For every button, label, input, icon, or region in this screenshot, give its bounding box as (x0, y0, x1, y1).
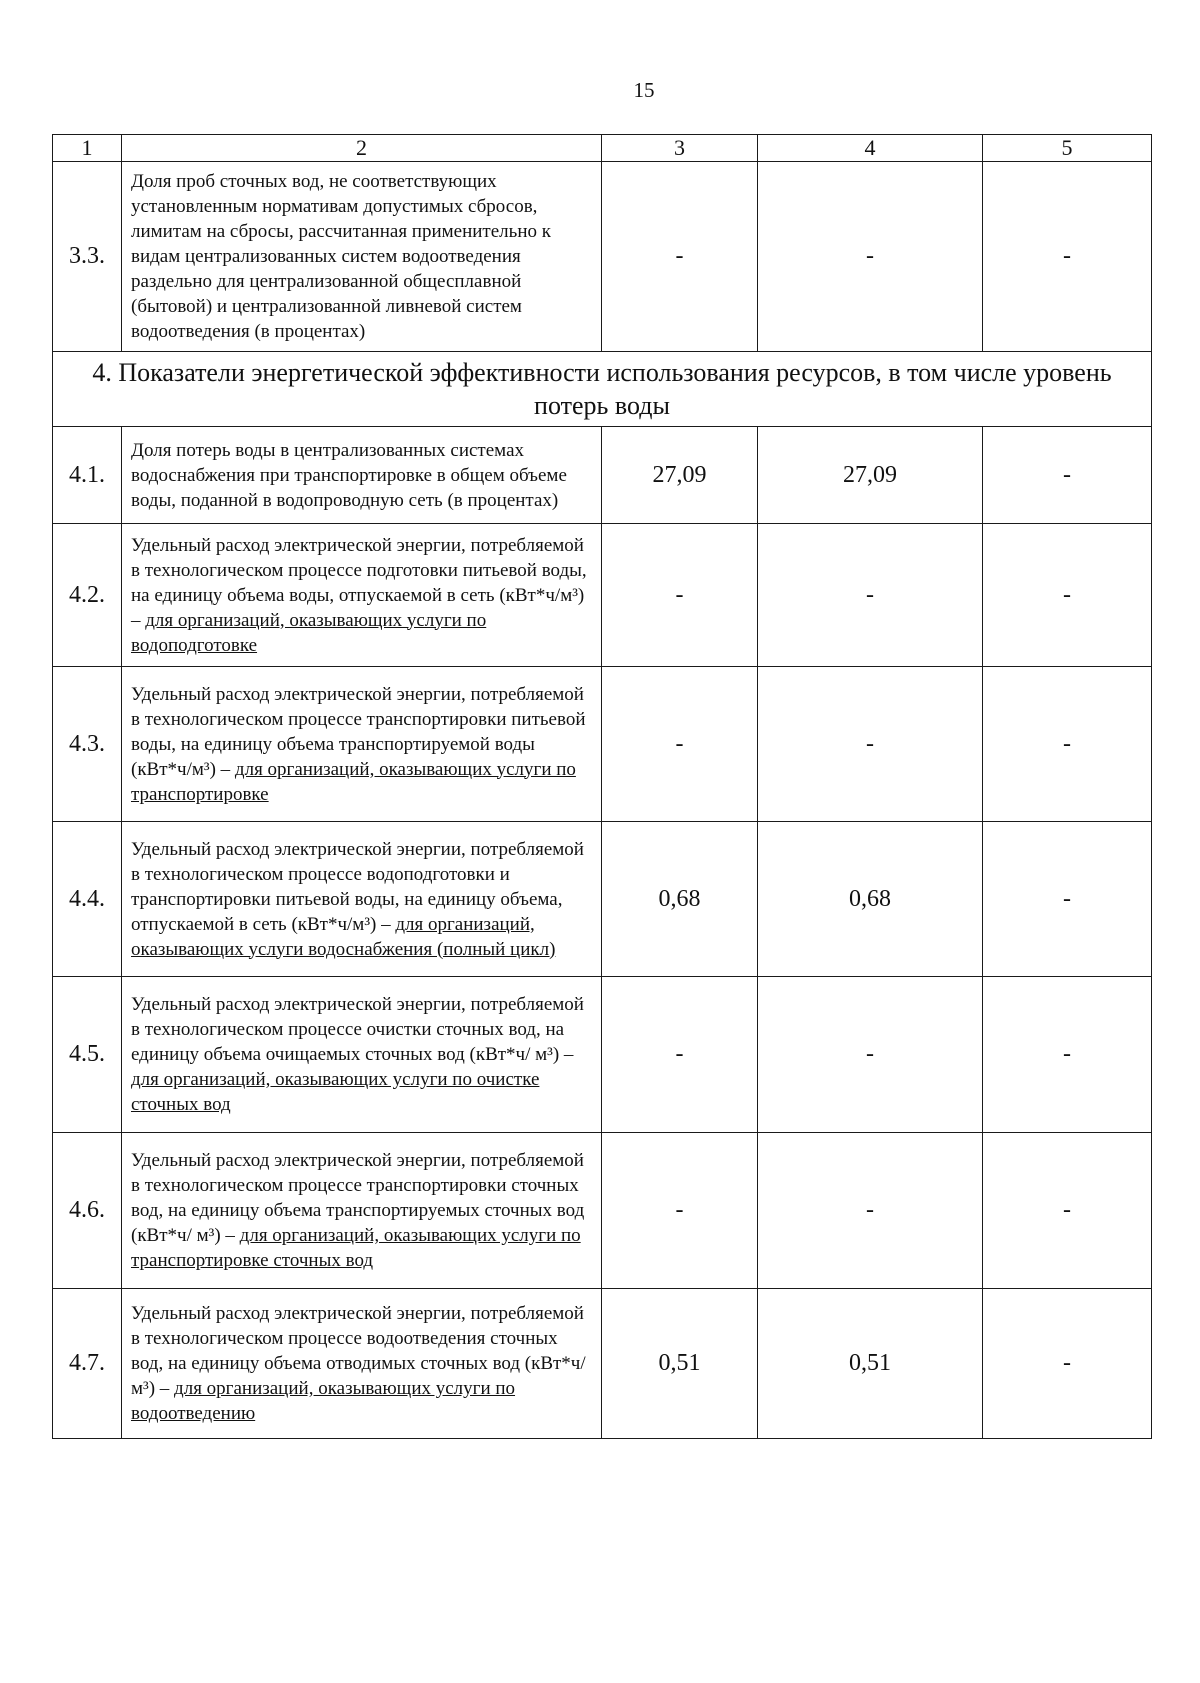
column-header-5: 5 (983, 135, 1152, 162)
row-number: 3.3. (53, 162, 122, 352)
value-col4: - (758, 524, 983, 667)
value-col3: 0,51 (602, 1289, 758, 1439)
table-row (53, 667, 1152, 822)
table-row (53, 1289, 1152, 1439)
value-col4: 27,09 (758, 427, 983, 524)
description-text: Удельный расход электрической энергии, потребляемой в технологическом процессе транспортировки сточных вод, на единицу объема транспортируемых сточных вод (кВт*ч/ м³) – (131, 1150, 585, 1246)
value-col5: - (983, 1289, 1152, 1439)
table-row (53, 977, 1152, 1133)
row-number: 4.6. (53, 1133, 122, 1289)
row-number: 4.5. (53, 977, 122, 1133)
column-header-1: 1 (53, 135, 122, 162)
description-text: Удельный расход электрической энергии, потребляемой в технологическом процессе водоподготовки и транспортировки питьевой воды, на единицу объема, отпускаемой в сеть (кВт*ч/м³) – (131, 838, 584, 935)
description-text: Удельный расход электрической энергии, потребляемой в технологическом процессе подготовки питьевой воды, на единицу объема воды, отпускаемой в сеть (кВт*ч/м³) – (131, 534, 587, 631)
column-header-4: 4 (758, 135, 983, 162)
description-text: Удельный расход электрической энергии, потребляемой в технологическом процессе транспортировки питьевой воды, на единицу объема транспортируемой воды (кВт*ч/м³) – (131, 683, 586, 780)
description-text: Удельный расход электрической энергии, потребляемой в технологическом процессе очистки сточных вод, на единицу объема очищаемых сточных вод (кВт*ч/ м³) – (131, 994, 584, 1065)
value-col3: 0,68 (602, 822, 758, 977)
value-col4: - (758, 162, 983, 352)
value-col3: 27,09 (602, 427, 758, 524)
table-body (53, 135, 1152, 1439)
value-col4: 0,68 (758, 822, 983, 977)
value-col5: - (983, 822, 1152, 977)
description-applies-to: для организаций, оказывающих услуги по транспортировке сточных вод (131, 1225, 581, 1271)
row-description (122, 667, 602, 822)
value-col3: - (602, 977, 758, 1133)
description-text: Удельный расход электрической энергии, потребляемой в технологическом процессе водоотведения сточных вод, на единицу объема отводимых сточных вод (кВт*ч/ м³) – (131, 1303, 586, 1399)
value-col3: - (602, 667, 758, 822)
row-number: 4.1. (53, 427, 122, 524)
value-col5: - (983, 162, 1152, 352)
section-title: 4. Показатели энергетической эффективности использования ресурсов, в том числе уровень потерь воды (53, 352, 1152, 427)
row-description (122, 1289, 602, 1439)
description-text: Доля потерь воды в централизованных системах водоснабжения при транспортировке в общем объеме воды, поданной в водопроводную сеть (в процентах) (131, 439, 567, 511)
row-description (122, 977, 602, 1133)
column-header-2: 2 (122, 135, 602, 162)
description-applies-to: для организаций, оказывающих услуги по водоотведению (131, 1378, 516, 1424)
page-number: 15 (633, 78, 655, 102)
description-applies-to: для организаций, оказывающих услуги по транспортировке (131, 758, 576, 805)
section-header-row (53, 352, 1152, 427)
row-number: 4.2. (53, 524, 122, 667)
description-text: Доля проб сточных вод, не соответствующих установленным нормативам допустимых сбросов, лимитам на сбросы, рассчитанная применительно к видам централизованных систем водоотведения раздельно для централизованной общесплавной (бытовой) и централизованной ливневой систем водоотведения (в процентах) (131, 171, 551, 342)
row-description (122, 822, 602, 977)
value-col4: - (758, 977, 983, 1133)
indicators-table (52, 134, 1152, 1439)
value-col5: - (983, 977, 1152, 1133)
value-col4: 0,51 (758, 1289, 983, 1439)
description-applies-to: для организаций, оказывающих услуги по водоподготовке (131, 609, 487, 656)
table-row (53, 427, 1152, 524)
value-col3: - (602, 524, 758, 667)
row-description (122, 1133, 602, 1289)
table-row (53, 1133, 1152, 1289)
table-row (53, 822, 1152, 977)
row-description (122, 427, 602, 524)
value-col3: - (602, 162, 758, 352)
column-header-row (53, 135, 1152, 162)
value-col5: - (983, 1133, 1152, 1289)
value-col4: - (758, 667, 983, 822)
row-number: 4.7. (53, 1289, 122, 1439)
description-applies-to: для организаций, оказывающих услуги водоснабжения (полный цикл) (131, 913, 556, 960)
value-col5: - (983, 524, 1152, 667)
table-row (53, 524, 1152, 667)
row-description (122, 524, 602, 667)
row-number: 4.3. (53, 667, 122, 822)
value-col5: - (983, 427, 1152, 524)
table-row (53, 162, 1152, 352)
description-applies-to: для организаций, оказывающих услуги по очистке сточных вод (131, 1069, 540, 1115)
column-header-3: 3 (602, 135, 758, 162)
row-number: 4.4. (53, 822, 122, 977)
row-description (122, 162, 602, 352)
value-col4: - (758, 1133, 983, 1289)
value-col3: - (602, 1133, 758, 1289)
value-col5: - (983, 667, 1152, 822)
